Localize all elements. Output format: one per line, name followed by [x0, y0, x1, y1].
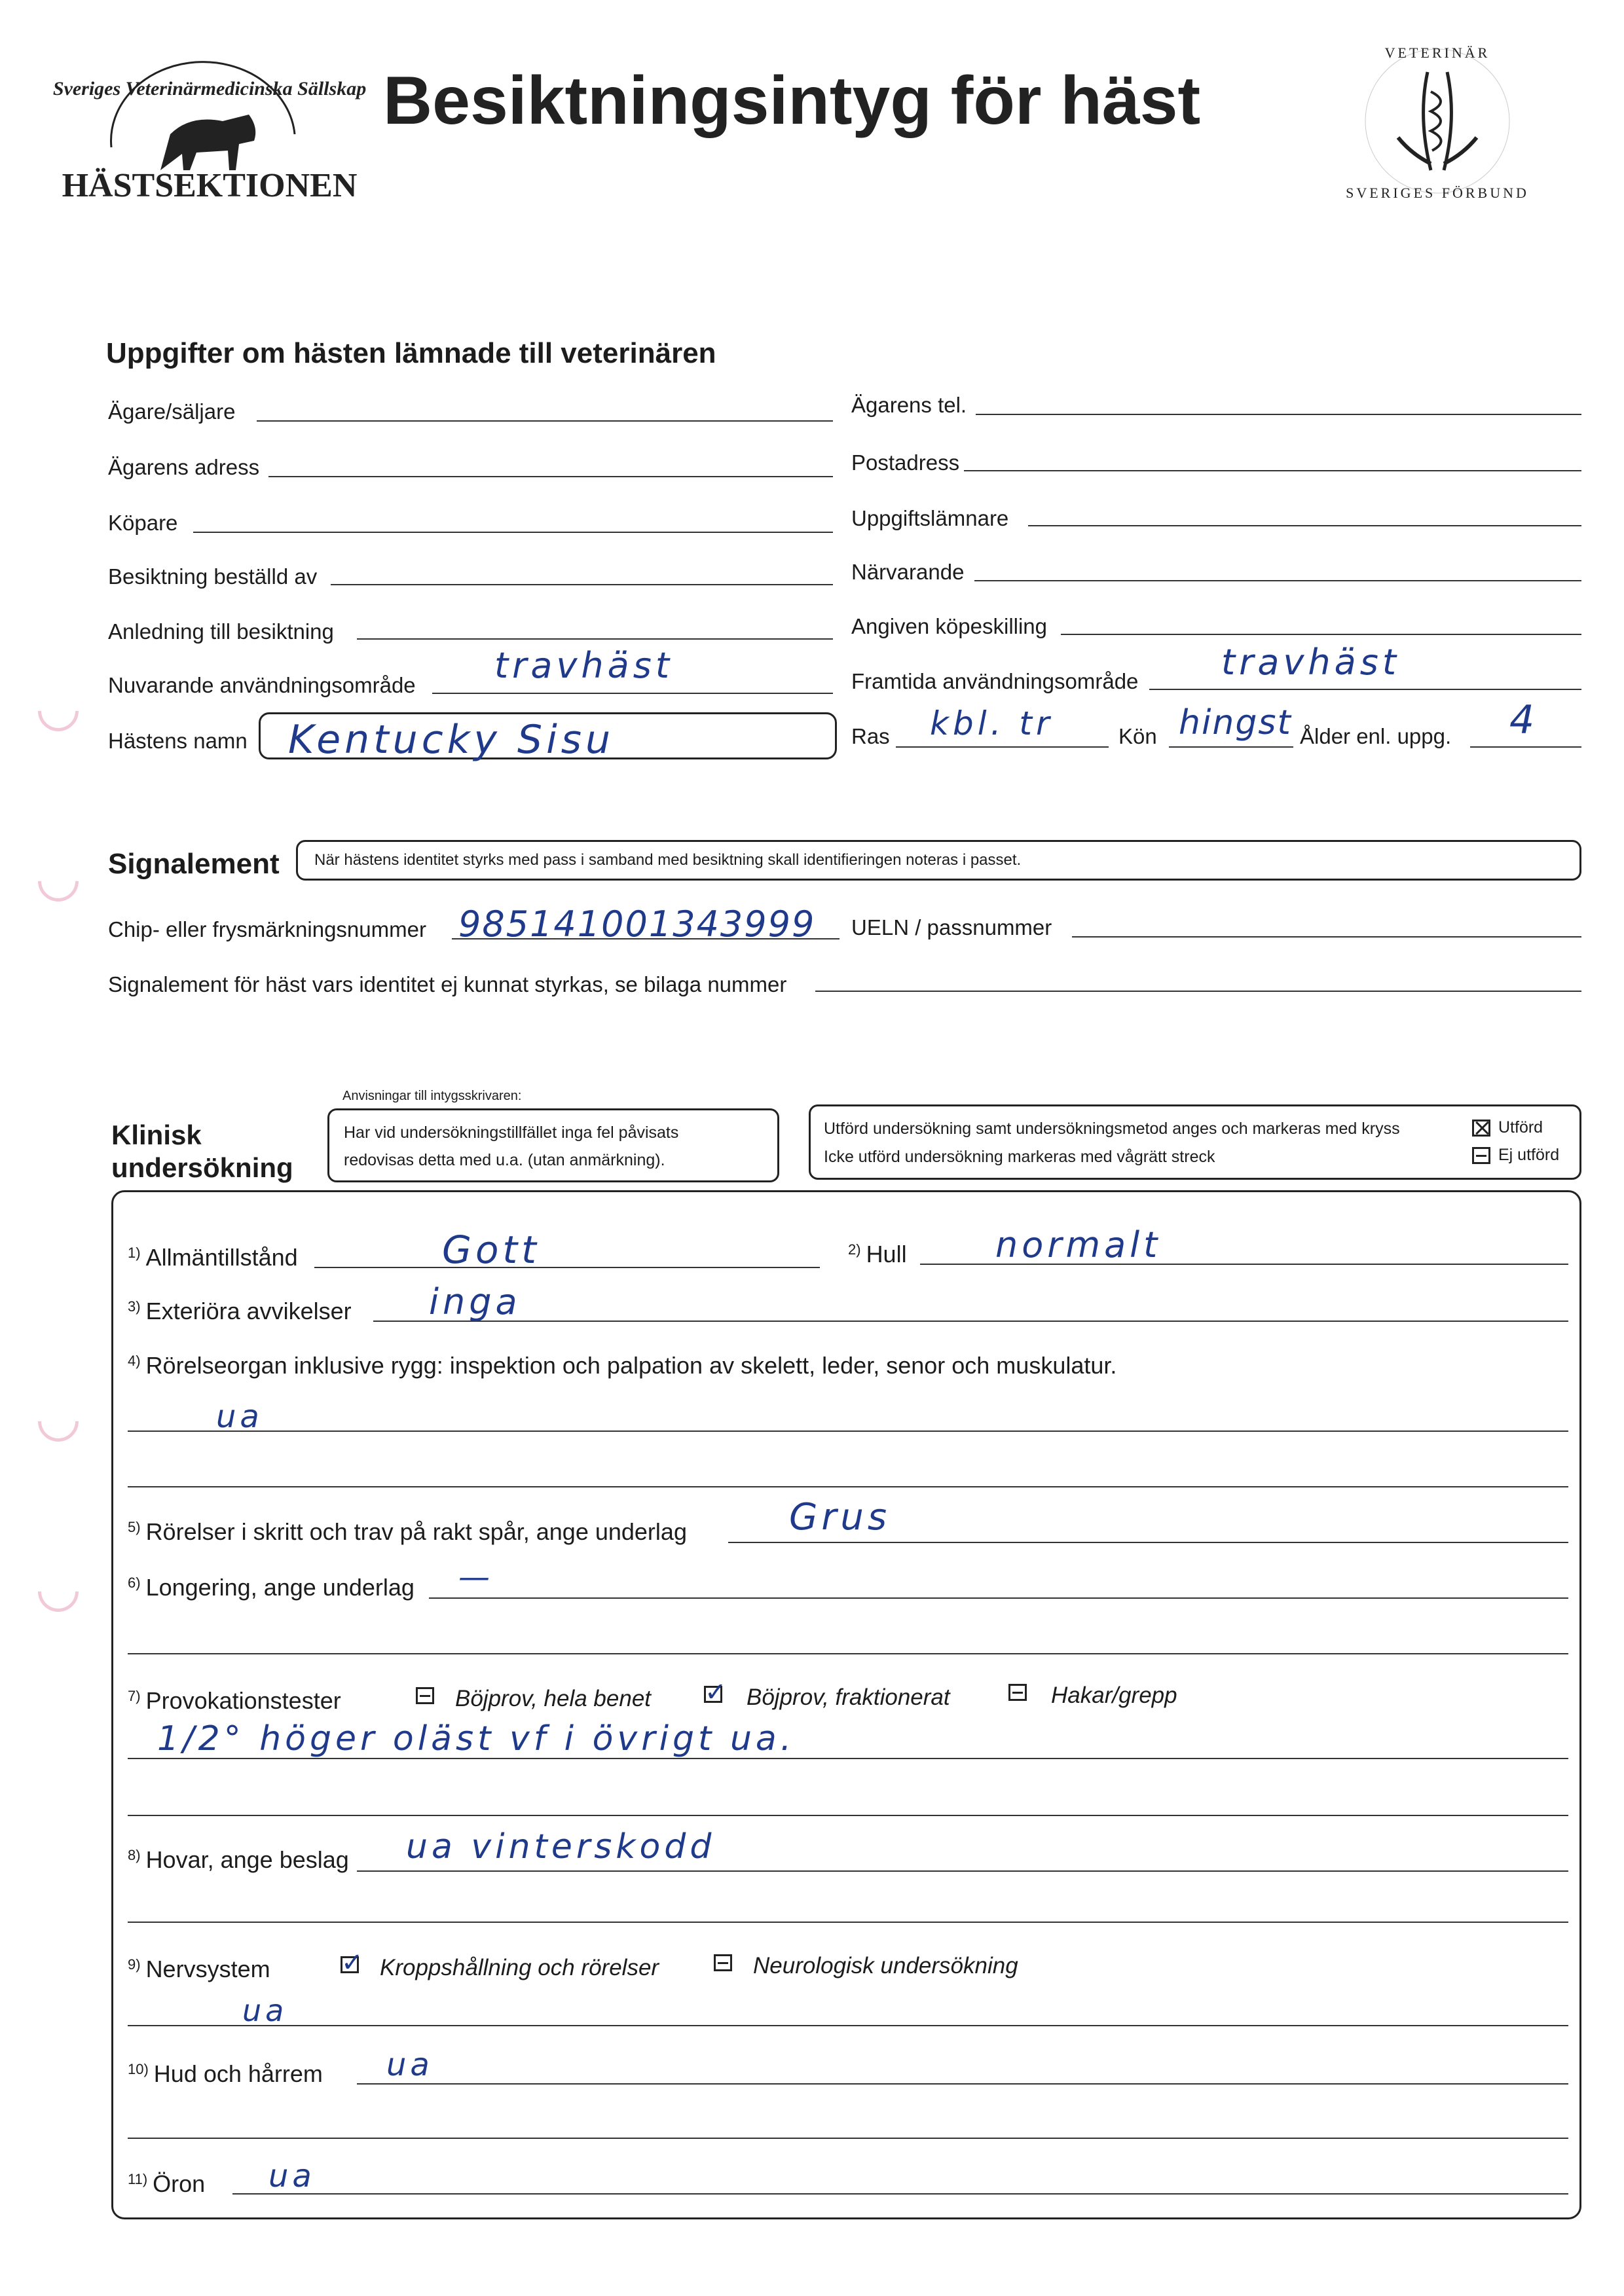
clinical-title-line2: undersökning	[111, 1152, 293, 1183]
bojprov-frakt-label: Böjprov, fraktionerat	[747, 1685, 950, 1710]
signalement-title: Signalement	[108, 848, 280, 880]
svg-text:VETERINÄR: VETERINÄR	[1384, 45, 1490, 61]
page-title: Besiktningsintyg för häst	[383, 63, 1201, 139]
anledning-field[interactable]	[357, 638, 833, 640]
longering-value: —	[458, 1559, 494, 1595]
hovar-label: $^{8)}$ Hovar, ange beslag	[128, 1846, 349, 1873]
bojprov-hela-checkbox[interactable]	[416, 1687, 434, 1704]
punch-hole-mark	[29, 682, 87, 740]
kopeskilling-field[interactable]	[1061, 634, 1581, 635]
instruction-ua-line2: redovisas detta med u.a. (utan anmärkning).	[344, 1151, 665, 1169]
owner-section-title: Uppgifter om hästen lämnade till veterinären	[106, 337, 716, 369]
framtida-label: Framtida användningsområde	[851, 669, 1139, 693]
provokation-field-2[interactable]	[128, 1815, 1568, 1816]
bojprov-hela-label: Böjprov, hela benet	[455, 1686, 652, 1711]
punch-hole-mark	[29, 1563, 87, 1620]
rorelseorgan-field-2[interactable]	[128, 1486, 1568, 1487]
allmantillstand-field[interactable]	[314, 1267, 820, 1268]
alder-label: Ålder enl. uppg.	[1300, 724, 1452, 748]
provokation-value: 1/2° höger oläst vf i övrigt ua.	[157, 1719, 796, 1758]
anvisningar-label: Anvisningar till intygsskrivaren:	[342, 1089, 522, 1103]
chip-label: Chip- eller frysmärkningsnummer	[108, 917, 426, 941]
exterior-label: $^{3)}$ Exteriöra avvikelser	[128, 1298, 352, 1324]
chip-value: 985141001343999	[458, 903, 816, 945]
postadress-label: Postadress	[851, 450, 960, 475]
alder-value: 4	[1509, 697, 1539, 743]
agarens-tel-field[interactable]	[976, 414, 1581, 415]
namn-value: Kentucky Sisu	[288, 717, 615, 763]
svg-text:HÄSTSEKTIONEN: HÄSTSEKTIONEN	[62, 167, 358, 204]
ej-utford-legend: Ej utförd	[1498, 1146, 1560, 1164]
signalement-note: När hästens identitet styrks med pass i samband med besiktning skall identifieringen noteras i passet.	[314, 851, 1022, 869]
oron-field[interactable]	[232, 2193, 1568, 2195]
exterior-field[interactable]	[373, 1321, 1568, 1322]
nuvarande-field[interactable]	[432, 693, 833, 694]
punch-hole-mark	[29, 852, 87, 910]
svg-text:Sveriges Veterinärmedicinska S: Sveriges Veterinärmedicinska Sällskap	[52, 78, 367, 100]
kopare-label: Köpare	[108, 511, 178, 535]
right-logo	[1346, 39, 1529, 203]
instruction-marking-line2: Icke utförd undersökning markeras med vågrätt streck	[824, 1148, 1215, 1166]
clinical-title-line1: Klinisk	[111, 1120, 202, 1150]
punch-hole-mark	[29, 1393, 87, 1450]
ej-utford-legend-checkbox	[1472, 1147, 1490, 1164]
agare-saljare-label: Ägare/säljare	[108, 399, 236, 424]
rorelser-field[interactable]	[728, 1542, 1568, 1543]
rorelseorgan-label: $^{4)}$ Rörelseorgan inklusive rygg: inspektion och palpation av skelett, leder, senor och muskulatur.	[128, 1352, 1117, 1379]
bilaga-label: Signalement för häst vars identitet ej kunnat styrkas, se bilaga nummer	[108, 972, 787, 996]
kon-field[interactable]	[1169, 746, 1293, 748]
hud-label: $^{10)}$ Hud och hårrem	[128, 2060, 323, 2087]
allmantillstand-label: $^{1)}$ Allmäntillstånd	[128, 1244, 298, 1271]
hovar-value: ua vinterskodd	[406, 1827, 716, 1867]
utford-legend: Utförd	[1498, 1118, 1543, 1137]
nervsystem-value: ua	[242, 1993, 288, 2028]
kon-label: Kön	[1118, 724, 1157, 748]
agare-saljare-field[interactable]	[257, 420, 833, 422]
framtida-value: travhäst	[1221, 642, 1401, 683]
kopeskilling-label: Angiven köpeskilling	[851, 614, 1048, 638]
neurologisk-label: Neurologisk undersökning	[753, 1953, 1018, 1978]
kroppshallning-checkbox[interactable]	[341, 1956, 359, 1973]
agarens-adress-field[interactable]	[268, 476, 833, 477]
longering-label: $^{6)}$ Longering, ange underlag	[128, 1574, 415, 1601]
neurologisk-checkbox[interactable]	[714, 1954, 732, 1971]
hull-value: normalt	[995, 1224, 1162, 1266]
left-logo	[52, 56, 367, 204]
agarens-tel-label: Ägarens tel.	[851, 393, 967, 417]
hud-field[interactable]	[357, 2083, 1568, 2085]
namn-label: Hästens namn	[108, 729, 248, 753]
oron-label: $^{11)}$ Öron	[128, 2170, 206, 2197]
anledning-label: Anledning till besiktning	[108, 619, 334, 644]
bilaga-field[interactable]	[815, 991, 1581, 992]
alder-field[interactable]	[1470, 746, 1581, 748]
instruction-marking-line1: Utförd undersökning samt undersökningsmetod anges och markeras med kryss	[824, 1120, 1400, 1138]
hull-label: $^{2)}$ Hull	[848, 1241, 907, 1267]
hud-value: ua	[386, 2047, 434, 2083]
postadress-field[interactable]	[964, 470, 1581, 471]
provokation-label: $^{7)}$ Provokationstester	[128, 1687, 341, 1714]
rorelser-value: Grus	[789, 1496, 891, 1539]
bestalld-av-field[interactable]	[331, 584, 833, 585]
rorelseorgan-value: ua	[216, 1398, 263, 1435]
nervsystem-field[interactable]	[128, 2025, 1568, 2026]
nervsystem-label: $^{9)}$ Nervsystem	[128, 1956, 270, 1982]
ras-field[interactable]	[896, 746, 1109, 748]
nuvarande-label: Nuvarande användningsområde	[108, 673, 416, 697]
kon-value: hingst	[1179, 703, 1292, 742]
hovar-field[interactable]	[357, 1870, 1568, 1872]
ras-label: Ras	[851, 724, 890, 748]
bojprov-frakt-checkbox[interactable]	[704, 1686, 722, 1703]
oron-value: ua	[268, 2158, 316, 2195]
provokation-field-1[interactable]	[128, 1758, 1568, 1759]
svg-text:SVERIGES FÖRBUND: SVERIGES FÖRBUND	[1346, 185, 1529, 201]
exterior-value: inga	[429, 1281, 521, 1322]
hakar-label: Hakar/grepp	[1051, 1683, 1177, 1708]
allmantillstand-value: Gott	[442, 1228, 540, 1272]
kopare-field[interactable]	[193, 532, 833, 533]
narvarande-label: Närvarande	[851, 560, 965, 584]
framtida-field[interactable]	[1149, 689, 1581, 690]
uppgiftslamnare-label: Uppgiftslämnare	[851, 506, 1009, 530]
instruction-ua-line1: Har vid undersökningstillfället inga fel påvisats	[344, 1123, 679, 1142]
kroppshallning-label: Kroppshållning och rörelser	[380, 1955, 659, 1980]
uppgiftslamnare-field[interactable]	[1028, 525, 1581, 526]
nuvarande-value: travhäst	[494, 645, 674, 686]
narvarande-field[interactable]	[974, 580, 1581, 581]
hovar-field-2[interactable]	[128, 1922, 1568, 1923]
longering-field-2[interactable]	[128, 1653, 1568, 1654]
rorelser-label: $^{5)}$ Rörelser i skritt och trav på rakt spår, ange underlag	[128, 1518, 687, 1545]
bestalld-av-label: Besiktning beställd av	[108, 564, 318, 589]
ras-value: kbl. tr	[930, 704, 1054, 742]
ueln-field[interactable]	[1072, 936, 1581, 938]
rorelseorgan-field-1[interactable]	[128, 1430, 1568, 1432]
ueln-label: UELN / passnummer	[851, 915, 1052, 939]
longering-field[interactable]	[429, 1597, 1568, 1599]
agarens-adress-label: Ägarens adress	[108, 455, 260, 479]
hakar-checkbox[interactable]	[1008, 1684, 1027, 1701]
hud-field-2[interactable]	[128, 2138, 1568, 2139]
utford-legend-checkbox	[1472, 1120, 1490, 1137]
